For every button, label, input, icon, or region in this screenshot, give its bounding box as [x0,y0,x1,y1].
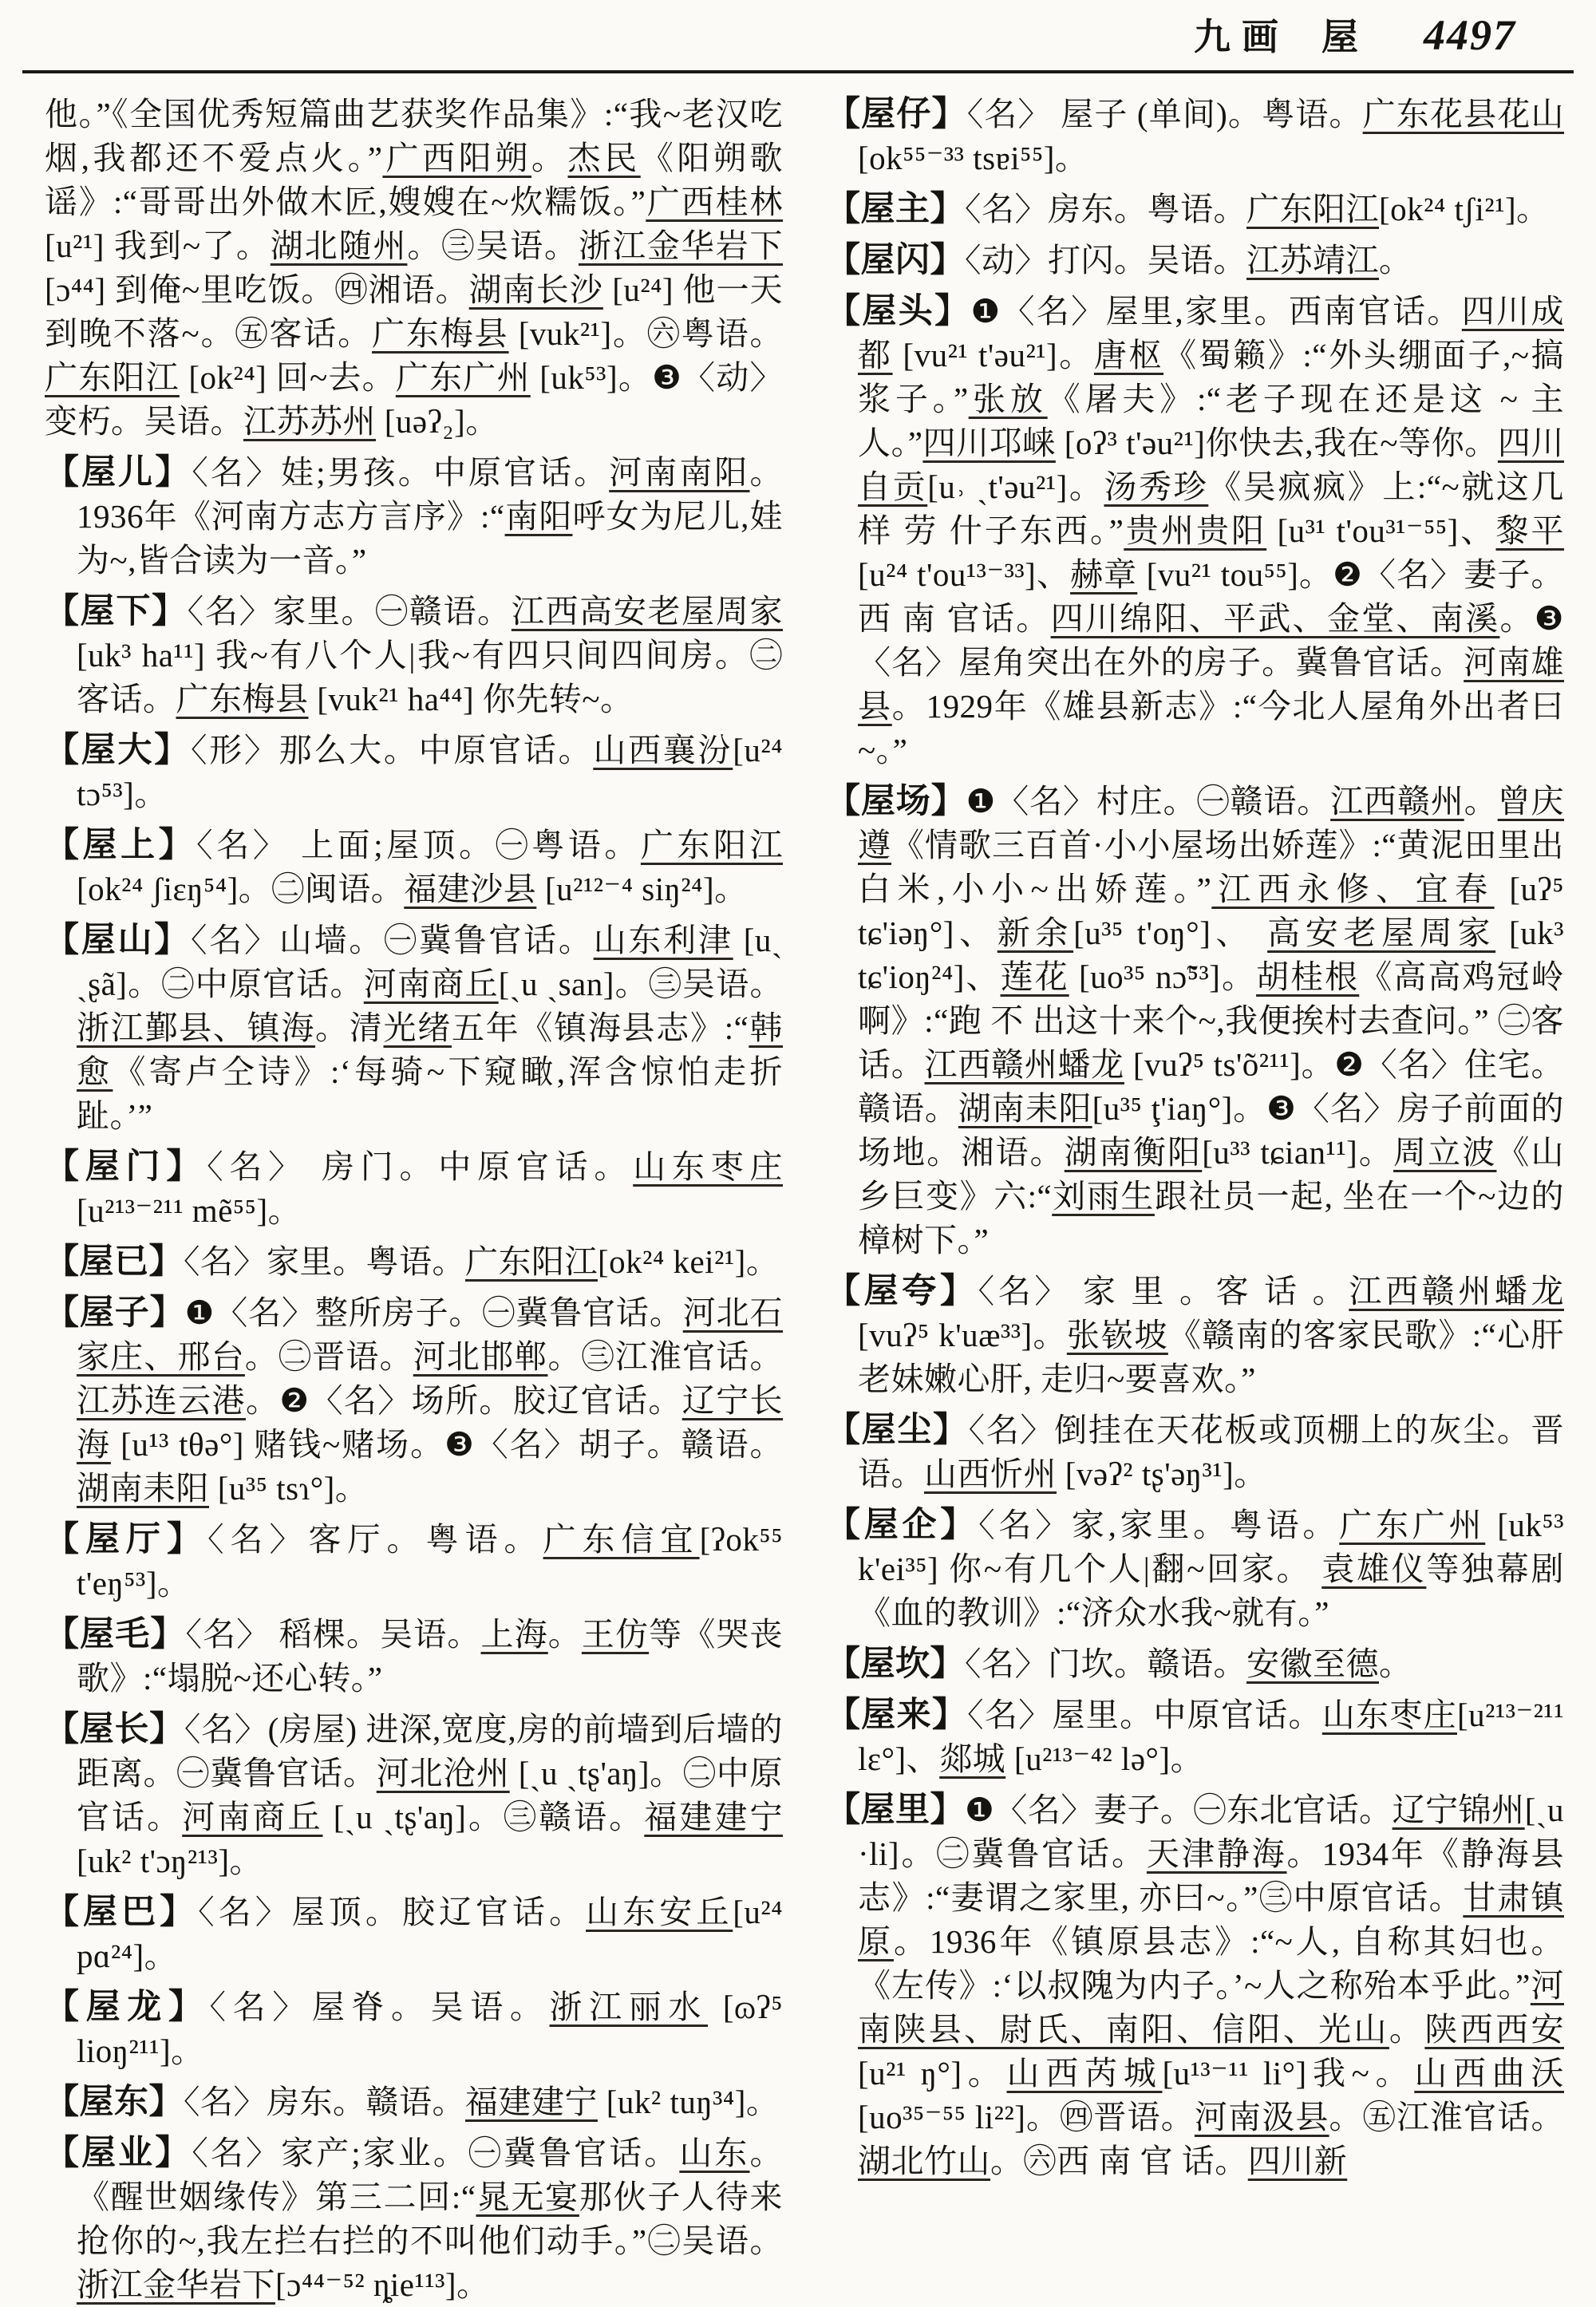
headword: 【屋厅】 [45,1521,208,1558]
entry-text: [uk³ tɕ'ioŋ²⁴]、 [858,915,1564,995]
entry-屋下 [45,590,783,721]
entry-text: 〈名〉客厅。粤语。 [207,1521,543,1558]
entry-text: [u³¹ t'ou³¹⁻⁵⁵]、 [1266,512,1496,549]
entry-text: 。 [1379,1645,1412,1682]
proper-name: 江苏连云港 [77,1382,246,1419]
entry-text: [vu²¹ tou⁵⁵]。❷〈名〉妻子。西 南 官话。 [858,556,1564,637]
entry-text: ❶〈名〉妻子。㊀东北官话。 [965,1791,1393,1828]
headword: 【屋长】 [45,1711,184,1748]
proper-name: 韩愈 [77,1009,784,1090]
headword: 【屋闪】 [826,242,965,279]
entry-屋门 [45,1145,783,1233]
proper-name: 山西忻州 [924,1456,1057,1492]
proper-name: 南阳 [504,498,573,535]
entry-text: [ok²⁴ kei²¹]。 [598,1243,780,1280]
proper-name: 胡桂根 [1256,958,1360,995]
entry-text: [u²⁴ t'ou¹³⁻³³]、 [858,556,1071,593]
entry-text: 跟社员一起, 坐在一个~边的樟树下。” [858,1178,1564,1258]
entry-text: [u²¹³⁻⁴² lə°]。 [1005,1740,1204,1777]
proper-name: 河南商丘 [363,966,499,1002]
entry-屋闪 [826,239,1564,282]
entry-text: 〈名〉家里。㊀赣语。 [187,593,512,630]
entry-text: [u²⁴ tɔ⁵³]。 [77,732,784,812]
headword: 【屋企】 [826,1507,979,1544]
entry-text: 〈名〉倒挂在天花板或顶棚上的灰尘。晋语。 [858,1412,1565,1492]
proper-name: 周立波 [1393,1134,1497,1171]
entry-屋尘 [826,1408,1564,1496]
proper-name: 杰民 [567,140,641,176]
proper-name: 河北邯郸 [413,1338,548,1375]
proper-name: 陕西西安 [1424,2011,1565,2048]
entry-text: [u³⁵ tsɿ°]。 [209,1470,369,1507]
proper-name: 甘肃镇原 [858,1879,1564,1960]
entry-text: [uəʔ₂]。 [376,403,499,440]
entry-text: [u¹³ tθə°] 赌钱~赌场。❸〈名〉胡子。赣语。 [110,1426,784,1463]
proper-name: 福建建宁 [465,2084,598,2120]
entry-text: [vuʔ⁵ ts'õ²¹¹]。❷〈名〉住宅。赣语。 [858,1046,1565,1127]
entry-text: 。1936年《镇原县志》:“~人, 自称其妇也。《左传》:‘以叔隗为内子。’~人之称殆本乎此。” [858,1923,1564,2004]
proper-name: 广西桂林 [646,184,783,220]
entry-text: [u²¹²⁻⁴ siŋ²⁴]。 [536,871,748,907]
proper-name: 新余 [997,915,1074,951]
entry-continuation [45,93,783,444]
entry-text: 《寄卢仝诗》:‘每骑~下窥瞰,浑含惊怕走折趾。’” [77,1053,784,1134]
proper-name: 安徽至德 [1246,1645,1379,1682]
proper-name: 广东花县花山 [1362,96,1565,132]
head-character: 屋 [1321,17,1358,57]
proper-name: 广西阳朔 [382,140,531,176]
proper-name: 浙江丽水 [549,1989,708,2025]
headword: 【屋里】 [826,1791,966,1829]
proper-name: 四川成都 [858,293,1565,373]
proper-name: 山东利津 [593,922,733,958]
proper-name: 郯城 [939,1740,1006,1777]
entry-text: 〈名〉门坎。赣语。 [965,1645,1246,1682]
entry-屋儿 [45,451,783,583]
entry-text: [ɔ⁴⁴⁻⁵² ȵie¹¹³]。 [275,2266,490,2303]
proper-name: 福建沙县 [404,871,537,907]
entry-text: 〈名〉家里。粤语。 [184,1243,465,1280]
entry-text: [u³⁵ ţ'iaŋ°]。❸〈名〉房子前面的场地。湘语。 [858,1090,1564,1171]
proper-name: 江西赣州蟠龙 [924,1046,1124,1083]
entry-屋长 [45,1708,783,1883]
proper-name: 唐枢 [1093,337,1164,373]
entry-text: 〈动〉打闪。吴语。 [965,242,1246,278]
headword: 【屋巴】 [45,1894,199,1931]
entry-text: [u²⁴ pɑ²⁴]。 [77,1894,784,1974]
entry-text: 〈形〉那么大。中原官话。 [190,732,594,768]
entry-text: [ʔok⁵⁵ t'eŋ⁵³]。 [77,1521,784,1602]
entry-text: [u²⁴] 他一天到晚不落~。㊄客话。 [45,271,783,352]
entry-text: 《情歌三百首·小小屋场出娇莲》:“黄泥田里出白米,小小~出娇莲。” [858,827,1565,907]
proper-name: 广东信宜 [543,1521,700,1558]
entry-text: [ok²⁴ ʃiɛŋ⁵⁴]。㊁闽语。 [77,871,405,907]
entry-text: [ˏu ·li]。㊁冀鲁官话。 [858,1791,1565,1872]
entry-text: 《高高鸡冠岭啊》:“跑 不 出这十来个~,我便挨村去查问。” ㊁客话。 [858,958,1565,1083]
proper-name: 江苏靖江 [1246,242,1379,278]
proper-name: 汤秀珍 [1104,468,1209,505]
proper-name: 山东安丘 [586,1894,733,1930]
headword: 【屋主】 [826,191,965,228]
entry-屋大 [45,729,783,816]
proper-name: 湖南耒阳 [77,1470,209,1507]
headword: 【屋仔】 [826,96,967,133]
entry-text: [vuʔ⁵ k'uæ³³]。 [858,1317,1067,1353]
right-column [826,93,1565,2179]
proper-name: 广东梅县 [372,315,509,352]
headword: 【屋上】 [45,827,197,864]
proper-name: 上海 [480,1616,548,1653]
entry-text: 。㊁晋语。 [244,1338,413,1375]
proper-name: 辽宁长海 [77,1382,784,1463]
entry-屋企 [826,1503,1564,1635]
proper-name: 河南商丘 [182,1799,323,1835]
proper-name: 江西赣州蟠龙 [1349,1273,1565,1310]
proper-name: 四川邛崃 [922,425,1056,461]
proper-name: 高安老屋周家 [1267,915,1496,951]
proper-name: 晁无宴 [476,2179,579,2215]
entry-text: [vu²¹ t'əu²¹]。 [892,337,1094,373]
entry-text: 他。”《全国优秀短篇曲艺获奖作品集》:“我~老汉吃烟,我都还不爱点火。” [45,96,783,176]
headword: 【屋尘】 [826,1412,969,1449]
entry-text: 。❸〈名〉屋角突出在外的房子。冀鲁官话。 [858,600,1564,681]
entry-text: 。清 [315,1009,384,1046]
entry-text: 〈名〉房东。粤语。 [965,191,1246,227]
headword: 【屋场】 [826,783,966,820]
entry-text: [ˏu ˏtʂ'aŋ]。㊁中原官话。 [77,1755,784,1835]
entry-text: [uk² tuŋ³⁴]。 [598,2084,780,2120]
headword: 【屋大】 [45,732,191,769]
entry-屋龙 [45,1985,783,2073]
entry-text: 。 [547,1616,582,1653]
entry-屋仔 [826,93,1564,180]
proper-name: 广东阳江 [465,1243,598,1280]
page-header [0,8,1516,61]
entry-text: [u²¹³⁻²¹¹ lɛ°]、 [858,1697,1565,1777]
proper-name: 河南汲县 [1194,2099,1329,2135]
entry-text: 。《醒世姻缘传》第三二回:“ [77,2135,784,2215]
entry-屋上 [45,824,783,911]
entry-屋山 [45,918,783,1138]
proper-name: 广东阳江 [640,827,784,863]
entry-text: [u²¹] 我到~了。 [45,227,271,264]
entry-屋夸 [826,1270,1564,1401]
proper-name: 山西芮城 [1006,2055,1163,2092]
entry-text: 〈名〉娃;男孩。中原官话。 [192,454,610,491]
entry-text: [uˏ ˏʂã]。㊁中原官话。 [77,922,784,1002]
entry-text: 。1936年《河南方志方言序》:“ [77,454,784,535]
entry-屋厅 [45,1518,783,1606]
headword: 【屋门】 [45,1148,207,1186]
headword: 【屋来】 [826,1697,968,1734]
entry-屋已 [45,1240,783,1284]
two-column-body [45,93,1565,2303]
entry-text: ❶〈名〉村庄。㊀赣语。 [966,783,1331,820]
headword: 【屋子】 [45,1294,185,1332]
entry-屋毛 [45,1613,783,1701]
entry-text: 〈名〉房东。赣语。 [184,2084,465,2120]
entry-text: ❶〈名〉整所房子。㊀冀鲁官话。 [184,1294,683,1331]
proper-name: 王仿 [581,1616,650,1653]
entry-text: [uʔ⁵ tɕ'iəŋ°]、 [858,871,1564,951]
entry-屋坎 [826,1642,1564,1686]
entry-text: [vəʔ² tʂ'əŋ³¹]。 [1057,1456,1267,1492]
entry-text: 《蜀籁》:“外头绷面子,~搞浆子。” [858,337,1565,417]
proper-name: 湖北随州 [270,227,408,264]
proper-name: 山东枣庄 [1321,1697,1457,1733]
entry-text: 那伙子人待来抢你的~,我左拦右拦的不叫他们动手。”㊁吴语。 [77,2179,784,2259]
entry-text: 《赣南的客家民歌》:“心肝老妹嫩心肝, 走归~要喜欢。” [858,1317,1564,1397]
entry-text: 。1929年《雄县新志》:“今北人屋角外出者曰~。” [858,688,1564,768]
proper-name: 湖南耒阳 [958,1090,1092,1127]
proper-name: 张嵚坡 [1066,1317,1168,1353]
headword: 【屋龙】 [45,1989,210,2026]
entry-屋巴 [45,1890,783,1978]
headword: 【屋夸】 [826,1273,978,1310]
headword: 【屋下】 [45,593,188,630]
proper-name: 湖北竹山 [858,2143,990,2179]
proper-name: 四川自贡 [858,425,1565,505]
proper-name: 广东广州 [1339,1507,1486,1543]
left-column [45,93,784,2303]
entry-text: 〈名〉(房屋) 进深,宽度,房的前墙到后墙的距离。㊀冀鲁官话。 [77,1711,783,1791]
entry-text: [ˏu ˏsan]。㊂吴语。 [498,966,783,1002]
entry-text: [uk⁵³ k'ei³⁵] 你~有几个人|翻~回家。 [858,1507,1565,1587]
entry-text: [oʔ³ t'əu²¹]你快去,我在~等你。 [1055,425,1498,461]
entry-text: 〈名〉屋里。中原官话。 [967,1697,1322,1733]
entry-text: [ok²⁴] 回~去。 [179,359,396,396]
headword: 【屋业】 [45,2135,192,2172]
entry-text: [u˒ ˏt'əu²¹]。 [927,468,1104,505]
entry-text: [ok²⁴ tʃi²¹]。 [1379,191,1550,227]
entry-text: [ok⁵⁵⁻³³ tsɐi⁵⁵]。 [858,140,1088,176]
headword: 【屋已】 [45,1243,184,1281]
entry-text: [uk³ ha¹¹] 我~有八个人|我~有四只间四间房。㊁客话。 [77,637,783,717]
proper-name: 湖南长沙 [468,271,603,308]
proper-name: 刘雨生 [1052,1178,1155,1215]
entry-text: 〈名〉山墙。㊀冀鲁官话。 [191,922,594,958]
entry-text: 〈名〉 家 里 。客 话 。 [978,1273,1349,1310]
entry-text: 等《哭丧歌》:“塌脱~还心转。” [77,1616,783,1697]
radical-stroke-section: 九画 [1194,17,1290,57]
proper-name: 福建建宁 [644,1799,784,1835]
entry-text: 〈名〉 上面;屋顶。㊀粤语。 [196,827,641,863]
proper-name: 广东阳江 [45,359,180,396]
entry-text: 〈名〉 屋子 (单间)。粤语。 [966,96,1363,132]
entry-text: 。 [531,140,568,176]
proper-name: 江西赣州 [1330,783,1464,820]
entry-text: [uk² t'ɔŋ²¹³]。 [77,1843,263,1879]
proper-name: 辽宁锦州 [1392,1791,1525,1828]
entry-text: 。㊂吴语。 [407,227,579,264]
entry-text: 〈名〉 房门。中原官话。 [207,1148,634,1185]
proper-name: 河南雄县 [858,644,1565,725]
entry-text: [u²¹³⁻²¹¹ mẽ⁵⁵]。 [77,1192,302,1229]
headword: 【屋儿】 [45,454,192,492]
proper-name: 光绪 [383,1009,452,1046]
entry-text: [u³³ tɕian¹¹]。 [1202,1134,1394,1171]
proper-name: 河北沧州 [376,1755,510,1791]
proper-name: 山西襄汾 [593,732,733,768]
headword: 【屋东】 [45,2084,184,2121]
entry-text: 等独幕剧《血的教训》:“济众水我~就有。” [858,1551,1565,1631]
entry-text: 《屠夫》:“老子现在还是这 ~ 主人。” [858,381,1565,461]
proper-name: 黎平 [1495,512,1565,549]
headword: 【屋坎】 [826,1645,965,1683]
entry-屋业 [45,2131,783,2307]
entry-屋来 [826,1693,1564,1781]
proper-name: 赫章 [1070,556,1138,593]
entry-屋子 [45,1291,783,1511]
proper-name: 浙江金华岩下 [578,227,784,264]
proper-name: 河南陕县、尉氏、南阳、信阳、光山 [858,1967,1564,2048]
proper-name: 广东梅县 [176,681,309,717]
proper-name: 广东广州 [395,359,531,396]
entry-text: 。㊂江淮官话。 [547,1338,784,1375]
proper-name: 江西永修、宜春 [1211,871,1495,907]
proper-name: 贵州贵阳 [1124,512,1267,549]
entry-text: [uo³⁵ nɔ̃⁵³]。 [1069,958,1257,995]
proper-name: 天津静海 [1146,1835,1287,1872]
entry-text: [ɷʔ⁵ lioŋ²¹¹]。 [77,1989,783,2069]
proper-name: 莲花 [1000,958,1069,995]
proper-name: 河南南阳 [609,454,750,491]
entry-text: [uo³⁵⁻⁵⁵ li²²]。㊃晋语。 [858,2099,1195,2135]
header-rule [22,70,1574,73]
entry-text: 〈名〉家产;家业。㊀冀鲁官话。 [192,2135,680,2171]
proper-name: 广东阳江 [1246,191,1379,227]
entry-text: [ɔ⁴⁴] 到俺~里吃饭。㊃湘语。 [45,271,469,308]
proper-name: 四川新 [1247,2143,1348,2179]
entry-text: [u²¹ ŋ°]。 [858,2055,1007,2092]
proper-name: 河北石家庄、邢台 [77,1294,784,1375]
entry-text: 。 [1464,783,1498,820]
entry-屋东 [45,2080,783,2124]
proper-name: 曾庆遵 [858,783,1565,863]
entry-text: 〈名〉屋顶。胶辽官话。 [198,1894,587,1930]
proper-name: 江苏苏州 [243,403,376,440]
proper-name: 浙江金华岩下 [77,2266,275,2303]
entry-text: 。㊄江淮官话。 [1329,2099,1565,2135]
entry-text: 。1934年《静海县志》:“妻谓之家里, 亦曰~。”㊂中原官话。 [858,1835,1565,1916]
entry-text: 〈名〉家,家里。粤语。 [978,1507,1340,1543]
entry-text: 。❷〈名〉场所。胶辽官话。 [245,1382,682,1419]
entry-text: 。㊅西 南 官 话。 [990,2143,1248,2179]
entry-屋主 [826,188,1564,231]
entry-text: 〈名〉屋脊。吴语。 [209,1989,550,2025]
proper-name: 浙江鄞县、镇海 [77,1009,316,1046]
page-number: 4497 [1424,11,1516,59]
entry-text: [vuk²¹]。㊅粤语。 [508,315,784,352]
entry-text: 〈名〉 稻棵。吴语。 [185,1616,481,1653]
entry-text: 《吴疯疯》上:“~就这几样 劳 什子东西。” [858,468,1565,549]
entry-text: ❶〈名〉屋里,家里。西南官话。 [970,293,1462,330]
entry-text: 五年《镇海县志》:“ [451,1009,749,1046]
entry-text: [u¹³⁻¹¹ li°]我~。 [1162,2055,1415,2092]
proper-name: 山西曲沃 [1414,2055,1564,2092]
headword: 【屋头】 [826,293,971,330]
entry-text: 。 [1379,242,1412,278]
headword: 【屋山】 [45,922,192,959]
entry-text: 《阳朔歌谣》:“哥哥出外做木匠,嫂嫂在~炊糯饭。” [45,140,784,220]
proper-name: 四川绵阳、平武、金堂、南溪 [1050,600,1500,637]
entry-text: 呼女为尼儿,娃为~,皆合读为一音。” [77,498,784,579]
entry-屋里 [826,1788,1564,2183]
entry-text: [uk⁵³]。❸〈动〉变朽。吴语。 [45,359,784,440]
entry-text: [ˏu ˏtʂ'aŋ]。㊂赣语。 [322,1799,645,1835]
proper-name: 江西高安老屋周家 [511,593,784,630]
proper-name: 张放 [968,381,1048,417]
headword: 【屋毛】 [45,1616,186,1653]
entry-屋场 [826,780,1564,1262]
entry-text: [u³⁵ t'oŋ°]、 [1073,915,1268,951]
entry-text: [vuk²¹ ha⁴⁴] 你先转~。 [308,681,634,717]
entry-text: 。 [1389,2011,1425,2048]
proper-name: 袁雄仪 [1321,1551,1427,1587]
proper-name: 山东枣庄 [633,1148,784,1185]
proper-name: 山东 [679,2135,750,2171]
proper-name: 湖南衡阳 [1064,1134,1203,1171]
entry-text: 《山乡巨变》六:“ [858,1134,1565,1215]
entry-屋头 [826,290,1564,772]
